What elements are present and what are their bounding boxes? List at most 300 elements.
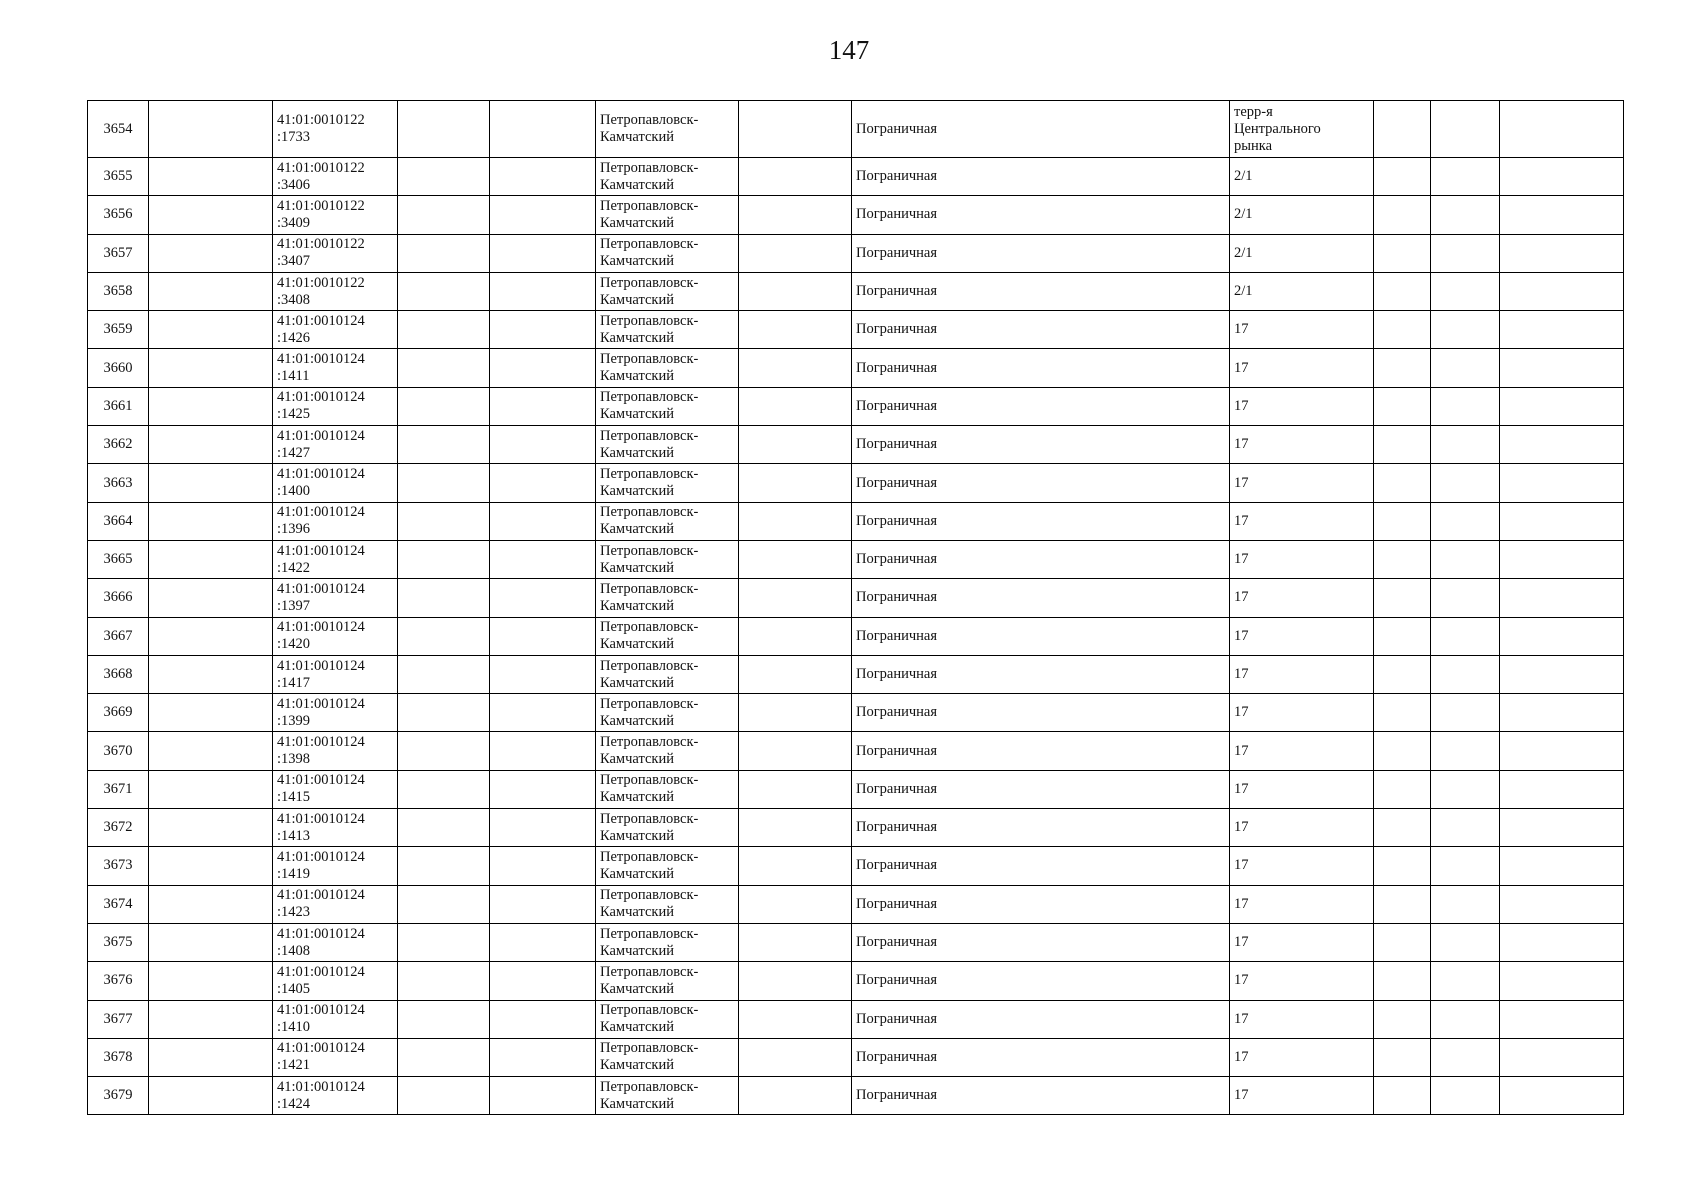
table-row: [88, 923, 1624, 961]
row-number-cell: [88, 311, 149, 349]
empty-cell: [1431, 923, 1500, 961]
cadastral-parcel: :3409: [277, 214, 311, 231]
cadastral-number-cell: [273, 349, 398, 387]
house-cell: [1230, 464, 1374, 502]
row-number-cell: [88, 349, 149, 387]
cadastral-block: 41:01:0010124: [277, 963, 365, 980]
city-cell: [596, 272, 739, 310]
cadastral-parcel: :1408: [277, 942, 311, 959]
empty-cell: [1500, 962, 1624, 1000]
empty-cell: [1431, 502, 1500, 540]
street-name: Пограничная: [856, 1087, 938, 1104]
street-name: Пограничная: [856, 551, 938, 568]
cadastral-block: 41:01:0010124: [277, 580, 365, 597]
row-number: 3654: [103, 120, 133, 137]
city-line-2: Камчатский: [600, 1057, 674, 1074]
street-name: Пограничная: [856, 589, 938, 606]
cadastral-parcel: :3407: [277, 253, 311, 270]
house-cell: [1230, 1000, 1374, 1038]
empty-cell: [1500, 311, 1624, 349]
empty-cell: [739, 617, 852, 655]
house-cell: [1230, 426, 1374, 464]
cadastral-block: 41:01:0010124: [277, 619, 365, 636]
city-line-2: Камчатский: [600, 674, 674, 691]
cadastral-parcel: :1733: [277, 129, 311, 145]
row-number: 3671: [103, 780, 133, 797]
cadastral-number-cell: [273, 847, 398, 885]
empty-cell: [149, 770, 273, 808]
street-cell: [852, 272, 1230, 310]
cadastral-number-cell: [273, 655, 398, 693]
empty-cell: [398, 158, 490, 196]
empty-cell: [1374, 732, 1431, 770]
empty-cell: [398, 809, 490, 847]
cadastral-parcel: :1427: [277, 444, 311, 461]
row-number-cell: [88, 694, 149, 732]
street-name: Пограничная: [856, 359, 938, 376]
house-cell: [1230, 962, 1374, 1000]
empty-cell: [739, 1077, 852, 1115]
empty-cell: [1500, 809, 1624, 847]
street-name: Пограничная: [856, 972, 938, 989]
empty-cell: [398, 311, 490, 349]
table-row: [88, 272, 1624, 310]
empty-cell: [398, 694, 490, 732]
empty-cell: [1500, 101, 1624, 158]
cadastral-block: 41:01:0010124: [277, 734, 365, 751]
empty-cell: [398, 617, 490, 655]
house-number-line: рынка: [1234, 137, 1273, 154]
city-line-2: Камчатский: [600, 751, 674, 768]
empty-cell: [490, 101, 596, 158]
house-number-line: 17: [1234, 397, 1249, 414]
street-cell: [852, 1000, 1230, 1038]
city-cell: [596, 809, 739, 847]
cadastral-number-cell: [273, 962, 398, 1000]
house-number-line: 2/1: [1234, 168, 1253, 185]
row-number: 3669: [103, 704, 133, 721]
row-number-cell: [88, 923, 149, 961]
empty-cell: [149, 1038, 273, 1076]
street-cell: [852, 1077, 1230, 1115]
row-number-cell: [88, 234, 149, 272]
house-cell: [1230, 694, 1374, 732]
street-name: Пограничная: [856, 283, 938, 300]
empty-cell: [1431, 349, 1500, 387]
street-cell: [852, 770, 1230, 808]
city-line-1: Петропавловск-: [600, 810, 699, 827]
empty-cell: [490, 770, 596, 808]
cadastral-parcel: :1399: [277, 712, 311, 729]
row-number: 3664: [103, 512, 133, 529]
empty-cell: [1374, 349, 1431, 387]
street-cell: [852, 885, 1230, 923]
city-line-2: Камчатский: [600, 712, 674, 729]
row-number-cell: [88, 1077, 149, 1115]
cadastral-parcel: :1417: [277, 674, 311, 691]
city-line-1: Петропавловск-: [600, 695, 699, 712]
cadastral-number-cell: [273, 234, 398, 272]
cadastral-parcel: :1410: [277, 1019, 311, 1036]
city-cell: [596, 617, 739, 655]
row-number-cell: [88, 101, 149, 158]
cadastral-block: 41:01:0010124: [277, 504, 365, 521]
street-cell: [852, 158, 1230, 196]
empty-cell: [1374, 617, 1431, 655]
empty-cell: [490, 962, 596, 1000]
cadastral-block: 41:01:0010124: [277, 772, 365, 789]
city-cell: [596, 1000, 739, 1038]
cadastral-parcel: :1419: [277, 865, 311, 882]
cadastral-parcel: :1396: [277, 521, 311, 538]
city-line-2: Камчатский: [600, 214, 674, 231]
house-cell: [1230, 387, 1374, 425]
cadastral-parcel: :1426: [277, 329, 311, 346]
house-cell: [1230, 809, 1374, 847]
empty-cell: [739, 540, 852, 578]
city-line-2: Камчатский: [600, 521, 674, 538]
city-line-2: Камчатский: [600, 904, 674, 921]
cadastral-number-cell: [273, 694, 398, 732]
empty-cell: [739, 847, 852, 885]
empty-cell: [739, 694, 852, 732]
empty-cell: [1500, 387, 1624, 425]
cadastral-parcel: :1424: [277, 1095, 311, 1112]
empty-cell: [149, 464, 273, 502]
empty-cell: [490, 809, 596, 847]
house-number-line: 17: [1234, 512, 1249, 529]
registry-table: [87, 100, 1624, 1115]
empty-cell: [149, 349, 273, 387]
house-cell: [1230, 655, 1374, 693]
city-line-1: Петропавловск-: [600, 159, 699, 176]
empty-cell: [739, 426, 852, 464]
empty-cell: [398, 770, 490, 808]
cadastral-number-cell: [273, 311, 398, 349]
empty-cell: [490, 464, 596, 502]
cadastral-number-cell: [273, 1077, 398, 1115]
city-line-1: Петропавловск-: [600, 197, 699, 214]
row-number: 3672: [103, 819, 133, 836]
city-cell: [596, 1077, 739, 1115]
empty-cell: [739, 923, 852, 961]
cadastral-block: 41:01:0010124: [277, 925, 365, 942]
empty-cell: [398, 962, 490, 1000]
street-name: Пограничная: [856, 780, 938, 797]
empty-cell: [490, 1077, 596, 1115]
house-number-line: 2/1: [1234, 283, 1253, 300]
empty-cell: [149, 694, 273, 732]
house-number-line: 17: [1234, 704, 1249, 721]
street-name: Пограничная: [856, 704, 938, 721]
empty-cell: [149, 158, 273, 196]
house-cell: [1230, 923, 1374, 961]
cadastral-parcel: :1423: [277, 904, 311, 921]
empty-cell: [1374, 502, 1431, 540]
table-row: [88, 1000, 1624, 1038]
cadastral-block: 41:01:0010122: [277, 112, 365, 128]
street-name: Пограничная: [856, 742, 938, 759]
city-cell: [596, 234, 739, 272]
city-line-2: Камчатский: [600, 1019, 674, 1036]
city-line-2: Камчатский: [600, 444, 674, 461]
row-number-cell: [88, 387, 149, 425]
cadastral-parcel: :1398: [277, 751, 311, 768]
house-number-line: 17: [1234, 436, 1249, 453]
empty-cell: [1500, 196, 1624, 234]
city-line-1: Петропавловск-: [600, 504, 699, 521]
page-number: 147: [828, 35, 870, 65]
street-name: Пограничная: [856, 666, 938, 682]
empty-cell: [398, 655, 490, 693]
empty-cell: [149, 617, 273, 655]
empty-cell: [1431, 732, 1500, 770]
empty-cell: [1431, 426, 1500, 464]
city-line-1: Петропавловск-: [600, 887, 699, 904]
city-line-2: Камчатский: [600, 176, 674, 193]
city-line-1: Петропавловск-: [600, 1002, 699, 1019]
street-cell: [852, 655, 1230, 693]
street-cell: [852, 1038, 1230, 1076]
empty-cell: [739, 1000, 852, 1038]
table-row: [88, 196, 1624, 234]
empty-cell: [1431, 1000, 1500, 1038]
empty-cell: [739, 1038, 852, 1076]
empty-cell: [398, 502, 490, 540]
empty-cell: [1374, 234, 1431, 272]
empty-cell: [490, 540, 596, 578]
street-cell: [852, 234, 1230, 272]
house-number-line: 17: [1234, 321, 1249, 338]
table-row: [88, 426, 1624, 464]
city-cell: [596, 923, 739, 961]
street-name: Пограничная: [856, 934, 938, 951]
street-name: Пограничная: [856, 474, 938, 491]
city-cell: [596, 387, 739, 425]
empty-cell: [149, 847, 273, 885]
empty-cell: [1431, 809, 1500, 847]
street-cell: [852, 579, 1230, 617]
empty-cell: [1374, 694, 1431, 732]
empty-cell: [1374, 101, 1431, 158]
empty-cell: [1431, 770, 1500, 808]
table-row: [88, 1077, 1624, 1115]
empty-cell: [490, 1038, 596, 1076]
row-number-cell: [88, 1038, 149, 1076]
empty-cell: [490, 732, 596, 770]
cadastral-parcel: :1415: [277, 789, 311, 806]
table-row: [88, 349, 1624, 387]
empty-cell: [1500, 885, 1624, 923]
table-row: [88, 387, 1624, 425]
empty-cell: [739, 234, 852, 272]
empty-cell: [490, 311, 596, 349]
empty-cell: [739, 655, 852, 693]
city-line-1: Петропавловск-: [600, 1040, 699, 1057]
row-number: 3656: [103, 206, 133, 223]
street-cell: [852, 426, 1230, 464]
house-cell: [1230, 158, 1374, 196]
empty-cell: [1374, 272, 1431, 310]
row-number-cell: [88, 426, 149, 464]
house-number-line: 17: [1234, 857, 1249, 874]
cadastral-number-cell: [273, 464, 398, 502]
empty-cell: [1500, 847, 1624, 885]
empty-cell: [739, 311, 852, 349]
city-line-2: Камчатский: [600, 942, 674, 959]
house-cell: [1230, 311, 1374, 349]
empty-cell: [490, 579, 596, 617]
street-cell: [852, 464, 1230, 502]
city-cell: [596, 426, 739, 464]
cadastral-number-cell: [273, 101, 398, 158]
empty-cell: [149, 311, 273, 349]
house-number-line: 17: [1234, 1048, 1249, 1065]
city-cell: [596, 540, 739, 578]
house-cell: [1230, 770, 1374, 808]
table-row: [88, 770, 1624, 808]
empty-cell: [739, 196, 852, 234]
street-name: Пограничная: [856, 512, 938, 529]
street-name: Пограничная: [856, 1048, 938, 1065]
empty-cell: [739, 962, 852, 1000]
cadastral-parcel: :1421: [277, 1057, 311, 1074]
house-cell: [1230, 617, 1374, 655]
house-number-line: 17: [1234, 359, 1249, 376]
city-line-1: Петропавловск-: [600, 1078, 699, 1095]
empty-cell: [490, 1000, 596, 1038]
empty-cell: [490, 655, 596, 693]
house-number-line: 17: [1234, 780, 1249, 797]
table-row: [88, 655, 1624, 693]
empty-cell: [490, 387, 596, 425]
cadastral-parcel: :1411: [277, 368, 310, 385]
empty-cell: [1431, 847, 1500, 885]
street-cell: [852, 502, 1230, 540]
empty-cell: [490, 885, 596, 923]
cadastral-parcel: :1422: [277, 559, 311, 576]
street-name: Пограничная: [856, 397, 938, 414]
cadastral-block: 41:01:0010124: [277, 542, 365, 559]
empty-cell: [149, 923, 273, 961]
empty-cell: [149, 962, 273, 1000]
table-row: [88, 1038, 1624, 1076]
row-number: 3677: [103, 1010, 133, 1027]
empty-cell: [1374, 885, 1431, 923]
cadastral-block: 41:01:0010122: [277, 159, 365, 176]
cadastral-block: 41:01:0010124: [277, 810, 365, 827]
empty-cell: [490, 847, 596, 885]
cadastral-block: 41:01:0010124: [277, 657, 365, 674]
empty-cell: [1500, 502, 1624, 540]
city-cell: [596, 158, 739, 196]
city-cell: [596, 502, 739, 540]
house-number-line: 2/1: [1234, 206, 1253, 223]
house-cell: [1230, 540, 1374, 578]
empty-cell: [1500, 540, 1624, 578]
row-number: 3673: [103, 857, 133, 874]
empty-cell: [149, 579, 273, 617]
empty-cell: [739, 387, 852, 425]
empty-cell: [739, 272, 852, 310]
cadastral-parcel: :1397: [277, 597, 311, 614]
house-number-line: 17: [1234, 742, 1249, 759]
empty-cell: [490, 923, 596, 961]
empty-cell: [398, 732, 490, 770]
cadastral-block: 41:01:0010122: [277, 236, 365, 253]
row-number: 3666: [103, 589, 133, 606]
city-line-1: Петропавловск-: [600, 619, 699, 636]
table-row: [88, 502, 1624, 540]
city-line-1: Петропавловск-: [600, 389, 699, 406]
empty-cell: [1374, 847, 1431, 885]
house-cell: [1230, 579, 1374, 617]
street-name: Пограничная: [856, 627, 938, 644]
cadastral-number-cell: [273, 540, 398, 578]
street-name: Пограничная: [856, 857, 938, 874]
empty-cell: [739, 158, 852, 196]
empty-cell: [149, 885, 273, 923]
city-cell: [596, 101, 739, 158]
empty-cell: [1500, 579, 1624, 617]
empty-cell: [490, 158, 596, 196]
street-cell: [852, 311, 1230, 349]
row-number-cell: [88, 732, 149, 770]
empty-cell: [149, 272, 273, 310]
city-cell: [596, 770, 739, 808]
street-name: Пограничная: [856, 168, 938, 185]
house-cell: [1230, 1077, 1374, 1115]
empty-cell: [490, 502, 596, 540]
cadastral-block: 41:01:0010124: [277, 427, 365, 444]
empty-cell: [1374, 464, 1431, 502]
empty-cell: [149, 101, 273, 158]
city-line-1: Петропавловск-: [600, 351, 699, 368]
empty-cell: [1374, 387, 1431, 425]
empty-cell: [1374, 1038, 1431, 1076]
city-line-1: Петропавловск-: [600, 312, 699, 329]
house-number-line: 2/1: [1234, 244, 1253, 261]
empty-cell: [1500, 923, 1624, 961]
house-number-line: 17: [1234, 934, 1249, 951]
table-row: [88, 311, 1624, 349]
empty-cell: [149, 234, 273, 272]
city-cell: [596, 1038, 739, 1076]
row-number: 3670: [103, 742, 133, 759]
empty-cell: [490, 272, 596, 310]
city-cell: [596, 694, 739, 732]
city-line-1: Петропавловск-: [600, 925, 699, 942]
city-line-1: Петропавловск-: [600, 734, 699, 751]
city-line-1: Петропавловск-: [600, 657, 699, 674]
table-row: [88, 809, 1624, 847]
row-number: 3679: [103, 1087, 133, 1104]
city-cell: [596, 311, 739, 349]
street-cell: [852, 847, 1230, 885]
empty-cell: [1500, 464, 1624, 502]
house-number-line: 17: [1234, 589, 1249, 606]
empty-cell: [149, 809, 273, 847]
city-cell: [596, 847, 739, 885]
cadastral-number-cell: [273, 923, 398, 961]
empty-cell: [398, 885, 490, 923]
street-cell: [852, 694, 1230, 732]
empty-cell: [739, 770, 852, 808]
city-line-2: Камчатский: [600, 827, 674, 844]
empty-cell: [1431, 655, 1500, 693]
city-cell: [596, 655, 739, 693]
row-number-cell: [88, 962, 149, 1000]
